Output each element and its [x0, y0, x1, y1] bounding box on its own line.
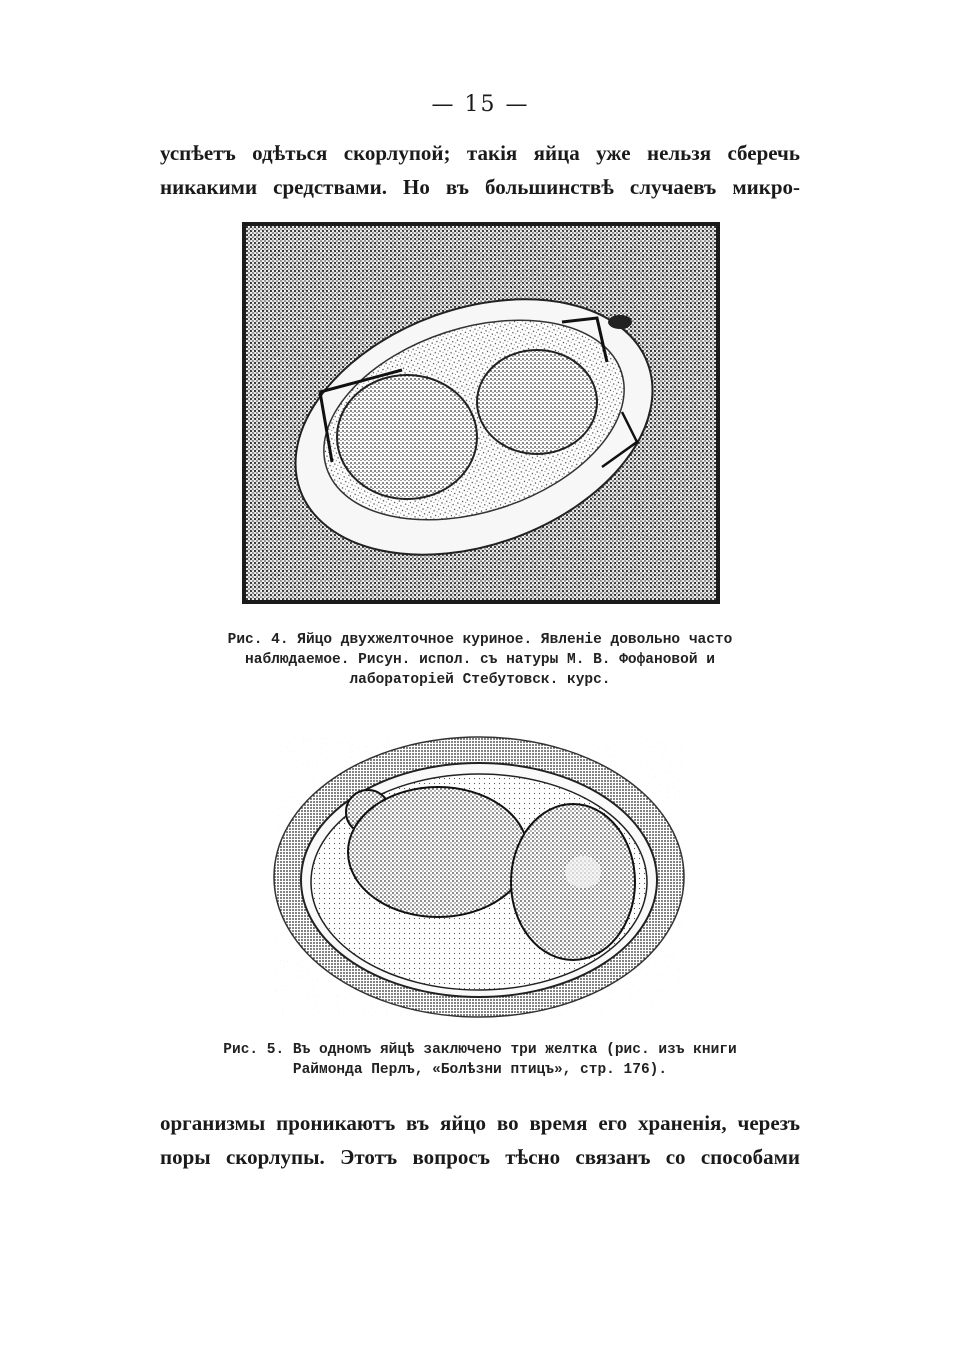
figure-5-caption — [180, 1040, 780, 1080]
caption-line: Рис. 4. Яйцо двухжелточное куриное. Явленіе довольно часто — [227, 632, 733, 648]
figure-5-image — [268, 732, 690, 1022]
body-text-bottom — [160, 1106, 800, 1174]
caption-line: Раймонда Перлъ, «Болѣзни птицъ», стр. 176). — [292, 1062, 668, 1078]
text-line: успѣетъ одѣться скорлупой; такія яйца уже нельзя сберечь — [160, 141, 800, 165]
caption-line: наблюдаемое. Рисун. испол. съ натуры М. В. Фофановой и — [245, 652, 715, 668]
caption-line: Рис. 5. Въ одномъ яйцѣ заключено три желтка (рис. изъ книги — [223, 1042, 737, 1058]
figure-4-caption — [180, 630, 780, 690]
caption-line: лабораторіей Стебутовск. курс. — [349, 672, 611, 688]
figure-4-image — [242, 222, 720, 604]
page-number: — 15 — — [431, 92, 530, 117]
text-line: поры скорлупы. Этотъ вопросъ тѣсно связанъ со способами — [160, 1145, 800, 1169]
text-line: никакими средствами. Но въ большинствѣ случаевъ микро- — [160, 175, 800, 199]
text-line: организмы проникаютъ въ яйцо во время его храненія, черезъ — [160, 1111, 800, 1135]
body-text-top — [160, 136, 800, 204]
